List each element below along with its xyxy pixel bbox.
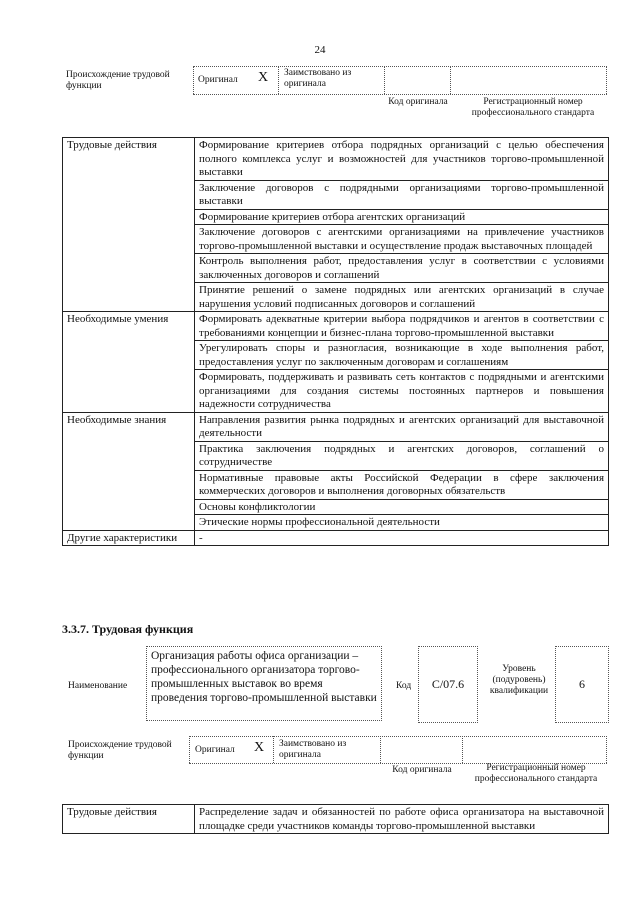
row-label-skills: Необходимые умения [63,312,195,413]
level-value: 6 [555,646,609,723]
labor-action-item: Заключение договоров с подрядными организациями торгово-промышленной выставки [195,180,609,209]
origin-label: Происхождение трудовой функции [68,740,172,761]
knowledge-item: Нормативные правовые акты Российской Федерации в сфере заключения коммерческих договоров и выполнения договорных обязательств [195,470,609,499]
code-label: Код [396,681,412,691]
divider [189,736,607,737]
skill-item: Формировать, поддерживать и развивать сеть контактов с подрядными и агентскими организациями для создания системы постоянных партнеров и повышения надежности сотрудничества [195,370,609,413]
code-value: С/07.6 [418,646,478,723]
labor-actions-table-2 [62,804,609,834]
divider [273,736,274,763]
code-original-caption: Код оригинала [388,97,448,107]
labor-action-item: Заключение договоров с агентскими организациями на привлечение участников торгово-промышленной выставки и осуществление продаж выставочных площадей [195,225,609,254]
page-number: 24 [314,44,326,56]
divider [193,94,607,95]
knowledge-item: Этические нормы профессиональной деятельности [195,515,609,531]
name-label: Наименование [68,681,128,691]
row-label-knowledge: Необходимые знания [63,412,195,530]
labor-action-item: Принятие решений о замене подрядных или агентских организаций в случае нарушения условий подписанных договоров и соглашений [195,283,609,312]
knowledge-item: Направления развития рынка подрядных и агентских организаций для выставочной деятельности [195,412,609,441]
row-label-actions: Трудовые действия [63,805,195,834]
labor-function-table [62,137,609,546]
reg-number-caption: Регистрационный номер профессионального стандарта [471,97,595,118]
origin-label: Происхождение трудовой функции [66,70,170,91]
labor-action-item: Формирование критериев отбора агентских организаций [195,209,609,225]
borrowed-label: Заимствовано из оригинала [279,739,347,760]
original-mark: X [258,70,269,85]
borrowed-label: Заимствовано из оригинала [284,68,352,89]
section-title: 3.3.7. Трудовая функция [62,622,194,636]
divider [462,736,463,763]
knowledge-item: Практика заключения подрядных и агентских договоров, соглашений о сотрудничестве [195,441,609,470]
divider [384,66,385,94]
reg-number-caption: Регистрационный номер профессионального стандарта [474,763,598,784]
divider [450,66,451,94]
original-label: Оригинал [198,75,238,85]
row-label-other: Другие характеристики [63,530,195,546]
skill-item: Урегулировать споры и разногласия, возникающие в ходе выполнения работ, предоставления услуг по заключенным договорам и соглашениям [195,341,609,370]
code-original-caption: Код оригинала [392,765,452,775]
divider [278,66,279,94]
level-label: Уровень (подуровень) квалификации [489,664,549,696]
labor-action-item: Контроль выполнения работ, предоставления услуг в соответствии с условиями заключенных договоров и соглашений [195,254,609,283]
knowledge-item: Основы конфликтологии [195,499,609,515]
original-label: Оригинал [195,745,235,755]
function-name-box: Организация работы офиса организации – профессионального организатора торгово-промышленных выставок во время проведения торгово-промышленной выставки [146,646,382,721]
labor-action-item: Распределение задач и обязанностей по работе офиса организатора на выставочной площадке среди участников команды торгово-промышленной выставки [195,805,609,834]
divider [189,736,190,763]
divider [606,66,607,94]
divider [193,66,607,67]
other-item: - [195,530,609,546]
divider [380,736,381,763]
original-mark: X [254,740,265,755]
labor-action-item: Формирование критериев отбора подрядных организаций с целью обеспечения полного комплекса услуг и возможностей для участников торгово-промышленной выставки [195,138,609,181]
skill-item: Формировать адекватные критерии выбора подрядчиков и агентов в соответствии с требованиями концепции и бизнес-плана торгово-промышленной выставки [195,312,609,341]
divider [606,736,607,763]
row-label-actions: Трудовые действия [63,138,195,312]
divider [193,66,194,94]
